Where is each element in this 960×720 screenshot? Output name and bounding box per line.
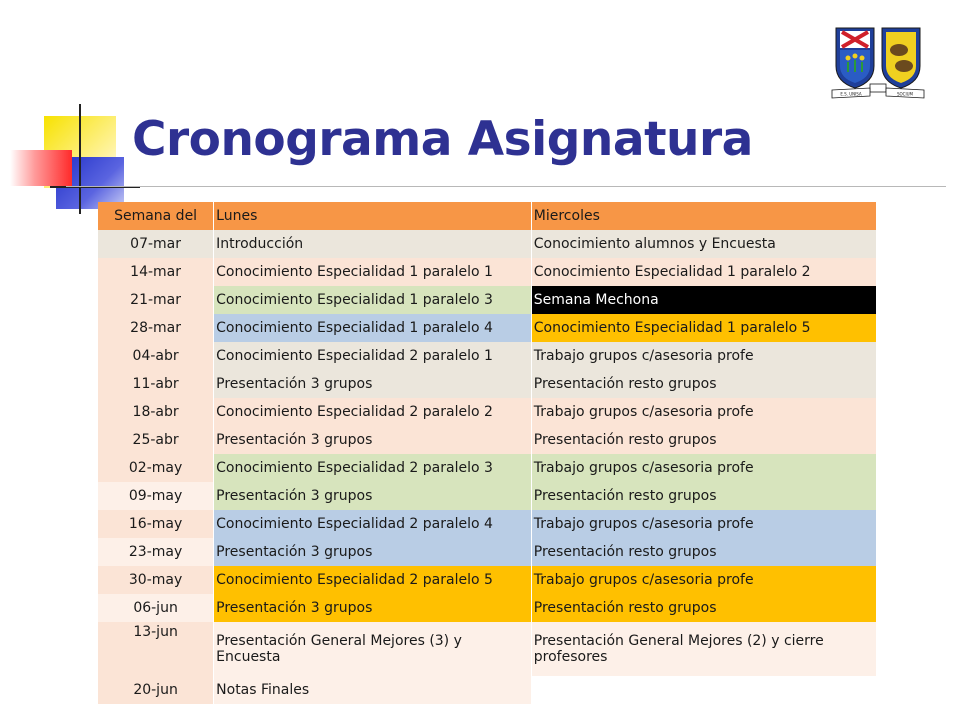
- decor-vertical-line: [79, 104, 81, 214]
- table-row: [98, 398, 876, 426]
- cell-monday: Presentación 3 grupos: [214, 538, 532, 566]
- cell-monday: Conocimiento Especialidad 2 paralelo 5: [214, 566, 532, 594]
- cell-week: 13-jun: [98, 622, 214, 676]
- table-row: [98, 622, 876, 676]
- cell-wednesday: Presentación General Mejores (2) y cierre profesores: [531, 622, 876, 676]
- cell-monday: Conocimiento Especialidad 2 paralelo 3: [214, 454, 532, 482]
- cell-week: 04-abr: [98, 342, 214, 370]
- header-wednesday: Miercoles: [531, 202, 876, 230]
- cell-wednesday: Conocimiento alumnos y Encuesta: [531, 230, 876, 258]
- logo-ribbon-right: SOCIUM: [896, 91, 914, 97]
- cell-week: 14-mar: [98, 258, 214, 286]
- cell-week: 18-abr: [98, 398, 214, 426]
- table-row: [98, 538, 876, 566]
- cell-week: 16-may: [98, 510, 214, 538]
- cell-monday: Conocimiento Especialidad 2 paralelo 2: [214, 398, 532, 426]
- table-row: [98, 482, 876, 510]
- table-row: [98, 566, 876, 594]
- cell-week: 30-may: [98, 566, 214, 594]
- cell-wednesday: Presentación resto grupos: [531, 482, 876, 510]
- cell-monday: Presentación 3 grupos: [214, 482, 532, 510]
- header-monday: Lunes: [214, 202, 532, 230]
- university-crest-logo: [830, 26, 926, 102]
- cell-week: 09-may: [98, 482, 214, 510]
- cell-monday: Conocimiento Especialidad 2 paralelo 1: [214, 342, 532, 370]
- cell-wednesday: Presentación resto grupos: [531, 370, 876, 398]
- table-row: [98, 314, 876, 342]
- cell-wednesday: Presentación resto grupos: [531, 538, 876, 566]
- cell-week: 21-mar: [98, 286, 214, 314]
- cell-week: 11-abr: [98, 370, 214, 398]
- cell-wednesday: Trabajo grupos c/asesoria profe: [531, 510, 876, 538]
- cell-week: 23-may: [98, 538, 214, 566]
- title-underline: [66, 186, 946, 187]
- cell-monday: Conocimiento Especialidad 1 paralelo 4: [214, 314, 532, 342]
- header-week: Semana del: [98, 202, 214, 230]
- table-row: [98, 286, 876, 314]
- cell-monday: Conocimiento Especialidad 2 paralelo 4: [214, 510, 532, 538]
- cell-wednesday: Presentación resto grupos: [531, 594, 876, 622]
- cell-wednesday: Conocimiento Especialidad 1 paralelo 5: [531, 314, 876, 342]
- table-row: [98, 258, 876, 286]
- cell-week: 02-may: [98, 454, 214, 482]
- cell-monday: Presentación General Mejores (3) y Encuesta: [214, 622, 532, 676]
- cell-week: 28-mar: [98, 314, 214, 342]
- table-row: [98, 230, 876, 258]
- table-row: [98, 370, 876, 398]
- cell-monday: Presentación 3 grupos: [214, 594, 532, 622]
- cell-wednesday: Trabajo grupos c/asesoria profe: [531, 566, 876, 594]
- cell-wednesday: Trabajo grupos c/asesoria profe: [531, 454, 876, 482]
- table-row: [98, 342, 876, 370]
- cell-wednesday: Trabajo grupos c/asesoria profe: [531, 398, 876, 426]
- cell-week: 06-jun: [98, 594, 214, 622]
- schedule-table: [98, 202, 876, 704]
- table-row: [98, 676, 876, 704]
- cell-monday: Conocimiento Especialidad 1 paralelo 3: [214, 286, 532, 314]
- cell-monday: Conocimiento Especialidad 1 paralelo 1: [214, 258, 532, 286]
- cell-monday: Presentación 3 grupos: [214, 370, 532, 398]
- cell-wednesday: Semana Mechona: [531, 286, 876, 314]
- cell-monday: Notas Finales: [214, 676, 532, 704]
- logo-ribbon-left: E.S. UNISA: [840, 91, 862, 97]
- cell-wednesday: [531, 676, 876, 704]
- cell-wednesday: Conocimiento Especialidad 1 paralelo 2: [531, 258, 876, 286]
- table-row: [98, 594, 876, 622]
- table-row: [98, 510, 876, 538]
- table-row: [98, 454, 876, 482]
- decor-red-square: [10, 150, 72, 186]
- cell-week: 07-mar: [98, 230, 214, 258]
- right-shield-icon: [882, 28, 920, 88]
- cell-monday: Introducción: [214, 230, 532, 258]
- cell-week: 25-abr: [98, 426, 214, 454]
- cell-week: 20-jun: [98, 676, 214, 704]
- cell-wednesday: Presentación resto grupos: [531, 426, 876, 454]
- table-header-row: [98, 202, 876, 230]
- left-shield-icon: [836, 28, 874, 88]
- cell-wednesday: Trabajo grupos c/asesoria profe: [531, 342, 876, 370]
- cell-monday: Presentación 3 grupos: [214, 426, 532, 454]
- table-row: [98, 426, 876, 454]
- page-title: Cronograma Asignatura: [132, 112, 753, 167]
